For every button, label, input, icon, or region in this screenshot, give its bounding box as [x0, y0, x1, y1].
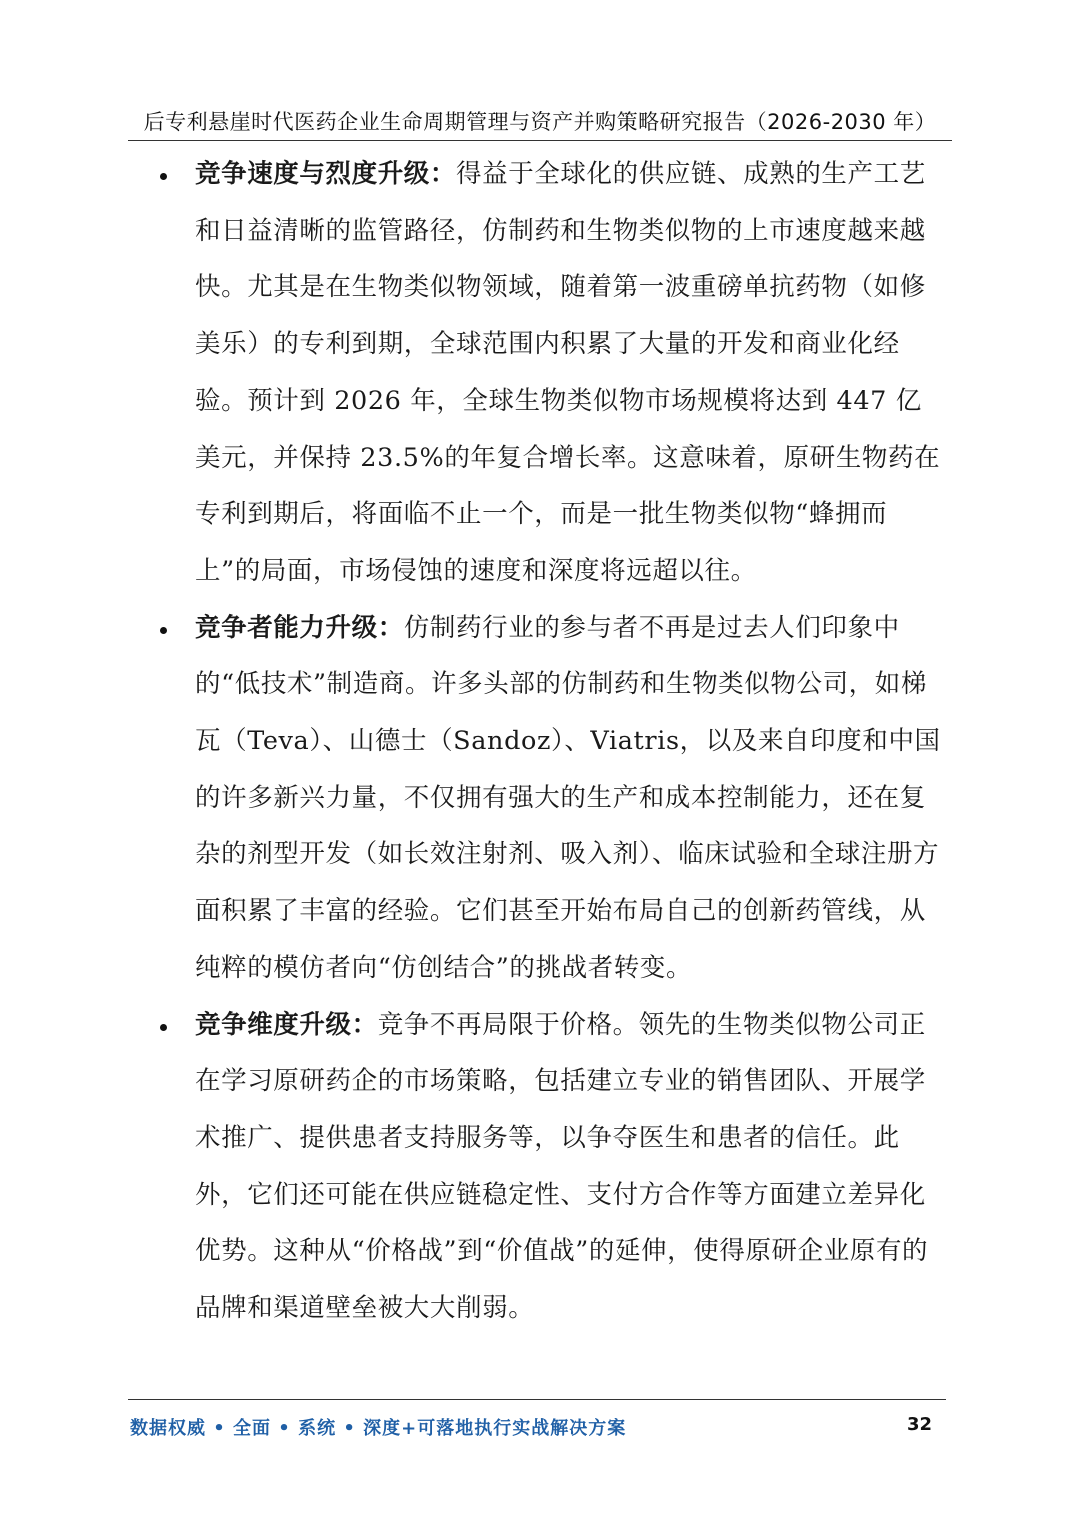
bullet-item — [0, 146, 1080, 600]
header-divider — [128, 140, 952, 141]
bullet-body: 仿制药行业的参与者不再是过去人们印象中的“低技术”制造商。许多头部的仿制药和生物类似物公司，如梯瓦（Teva）、山德士（Sandoz）、Viatris，以及来自印度和中国的许多新兴力量，不仅拥有强大的生产和成本控制能力，还在复杂的剂型开发（如长效注射剂、吸入剂）、临床试验和全球注册方面积累了丰富的经验。它们甚至开始布局自己的创新药管线，从纯粹的模仿者向“仿创结合”的挑战者转变。 — [195, 612, 941, 983]
bullet-heading: 竞争速度与烈度升级： — [195, 159, 457, 189]
bullet-heading: 竞争维度升级： — [195, 1009, 378, 1040]
report-title: 后专利悬崖时代医药企业生命周期管理与资产并购策略研究报告（2026-2030 年） — [143, 110, 937, 134]
bullet-dot-icon — [160, 173, 167, 180]
bullet-heading: 竞争者能力升级： — [195, 612, 404, 643]
bullet-paragraph — [195, 997, 947, 1337]
bullet-dot-icon — [160, 627, 167, 634]
footer-slogan: 数据权威 • 全面 • 系统 • 深度+可落地执行实战解决方案 — [130, 1418, 627, 1439]
bullet-item — [0, 997, 1080, 1337]
content-body — [0, 146, 1080, 1337]
bullet-body: 得益于全球化的供应链、成熟的生产工艺和日益清晰的监管路径，仿制药和生物类似物的上市速度越来越快。尤其是在生物类似物领域，随着第一波重磅单抗药物（如修美乐）的专利到期，全球范围内积累了大量的开发和商业化经验。预计到 2026 年，全球生物类似物市场规模将达到 447 亿美元，并保持 23.5%的年复合增长率。这意味着，原研生物药在专利到期后，将面临不止一个，而是一批生物类似物“蜂拥而上”的局面，市场侵蚀的速度和深度将远超以往。 — [195, 159, 941, 586]
bullet-item — [0, 600, 1080, 997]
bullet-paragraph — [195, 146, 947, 600]
page-number: 32 — [906, 1414, 932, 1435]
footer-divider — [128, 1399, 946, 1400]
bullet-paragraph — [195, 600, 947, 997]
bullet-dot-icon — [160, 1024, 167, 1031]
bullet-body: 竞争不再局限于价格。领先的生物类似物公司正在学习原研药企的市场策略，包括建立专业的销售团队、开展学术推广、提供患者支持服务等，以争夺医生和患者的信任。此外，它们还可能在供应链稳定性、支付方合作等方面建立差异化优势。这种从“价格战”到“价值战”的延伸，使得原研企业原有的品牌和渠道壁垒被大大削弱。 — [195, 1009, 929, 1324]
